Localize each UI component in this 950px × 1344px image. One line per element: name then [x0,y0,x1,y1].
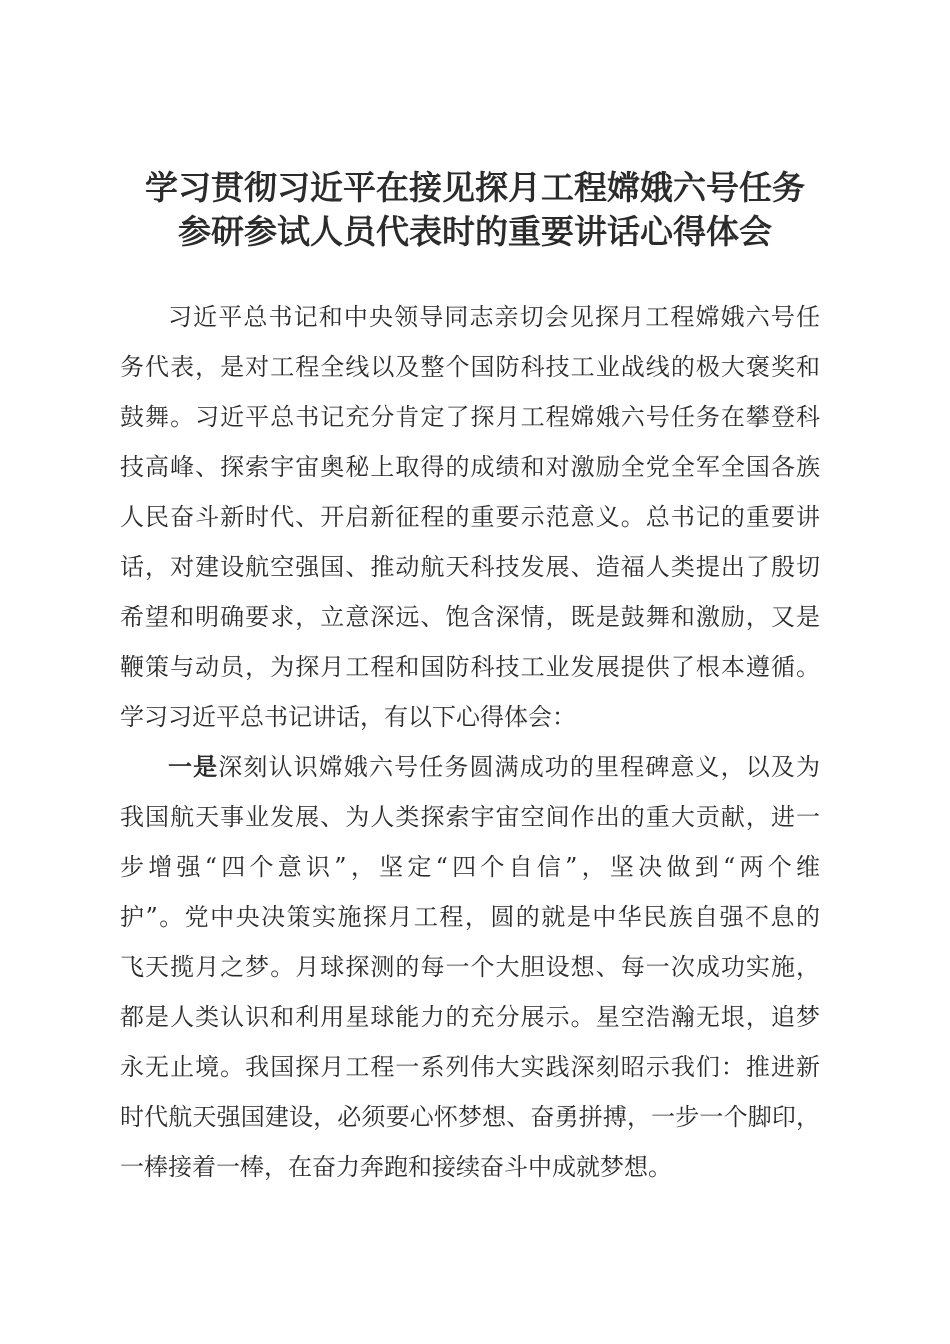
paragraph-2-line: 步增强“四个意识”，坚定“四个自信”，坚决做到“两个维 [120,853,820,881]
paragraph-1-line: 务代表，是对工程全线以及整个国防科技工业战线的极大褒奖和 [120,353,820,381]
paragraph-1-line: 话，对建设航空强国、推动航天科技发展、造福人类提出了殷切 [120,553,820,581]
document-title [100,166,850,254]
paragraph-2-line: 我国航天事业发展、为人类探索宇宙空间作出的重大贡献，进一 [120,803,820,831]
paragraph-2-line: 飞天揽月之梦。月球探测的每一个大胆设想、每一次成功实施， [120,953,820,981]
paragraph-1-line: 鼓舞。习近平总书记充分肯定了探月工程嫦娥六号任务在攀登科 [120,403,820,431]
paragraph-1-line: 学习习近平总书记讲话，有以下心得体会： [120,703,576,731]
paragraph-1-line: 鞭策与动员，为探月工程和国防科技工业发展提供了根本遵循。 [120,653,820,681]
paragraph-2-line: 都是人类认识和利用星球能力的充分展示。星空浩瀚无垠，追梦 [120,1003,820,1031]
title-line-2: 参研参试人员代表时的重要讲话心得体会 [178,212,772,251]
paragraph-1-line: 人民奋斗新时代、开启新征程的重要示范意义。总书记的重要讲 [120,503,820,531]
paragraph-2-line: 护”。党中央决策实施探月工程，圆的就是中华民族自强不息的 [120,903,820,931]
paragraph-1-line: 习近平总书记和中央领导同志亲切会见探月工程嫦娥六号任 [168,303,820,331]
paragraph-2-first-rest: 深刻认识嫦娥六号任务圆满成功的里程碑意义，以及为 [218,753,821,781]
paragraph-2-line: 一棒接着一棒，在奋力奔跑和接续奋斗中成就梦想。 [120,1153,672,1181]
paragraph-1-line: 技高峰、探索宇宙奥秘上取得的成绩和对激励全党全军全国各族 [120,453,820,481]
paragraph-2-line: 时代航天强国建设，必须要心怀梦想、奋勇拼搏，一步一个脚印， [120,1103,820,1131]
paragraph-1-line: 希望和明确要求，立意深远、饱含深情，既是鼓舞和激励，又是 [120,603,820,631]
document-body [120,292,820,1192]
paragraph-2-first-line [120,742,820,792]
paragraph-2-line: 永无止境。我国探月工程一系列伟大实践深刻昭示我们：推进新 [120,1053,820,1081]
title-line-1: 学习贯彻习近平在接见探月工程嫦娥六号任务 [145,168,805,207]
paragraph-2-lead: 一是 [168,752,219,781]
